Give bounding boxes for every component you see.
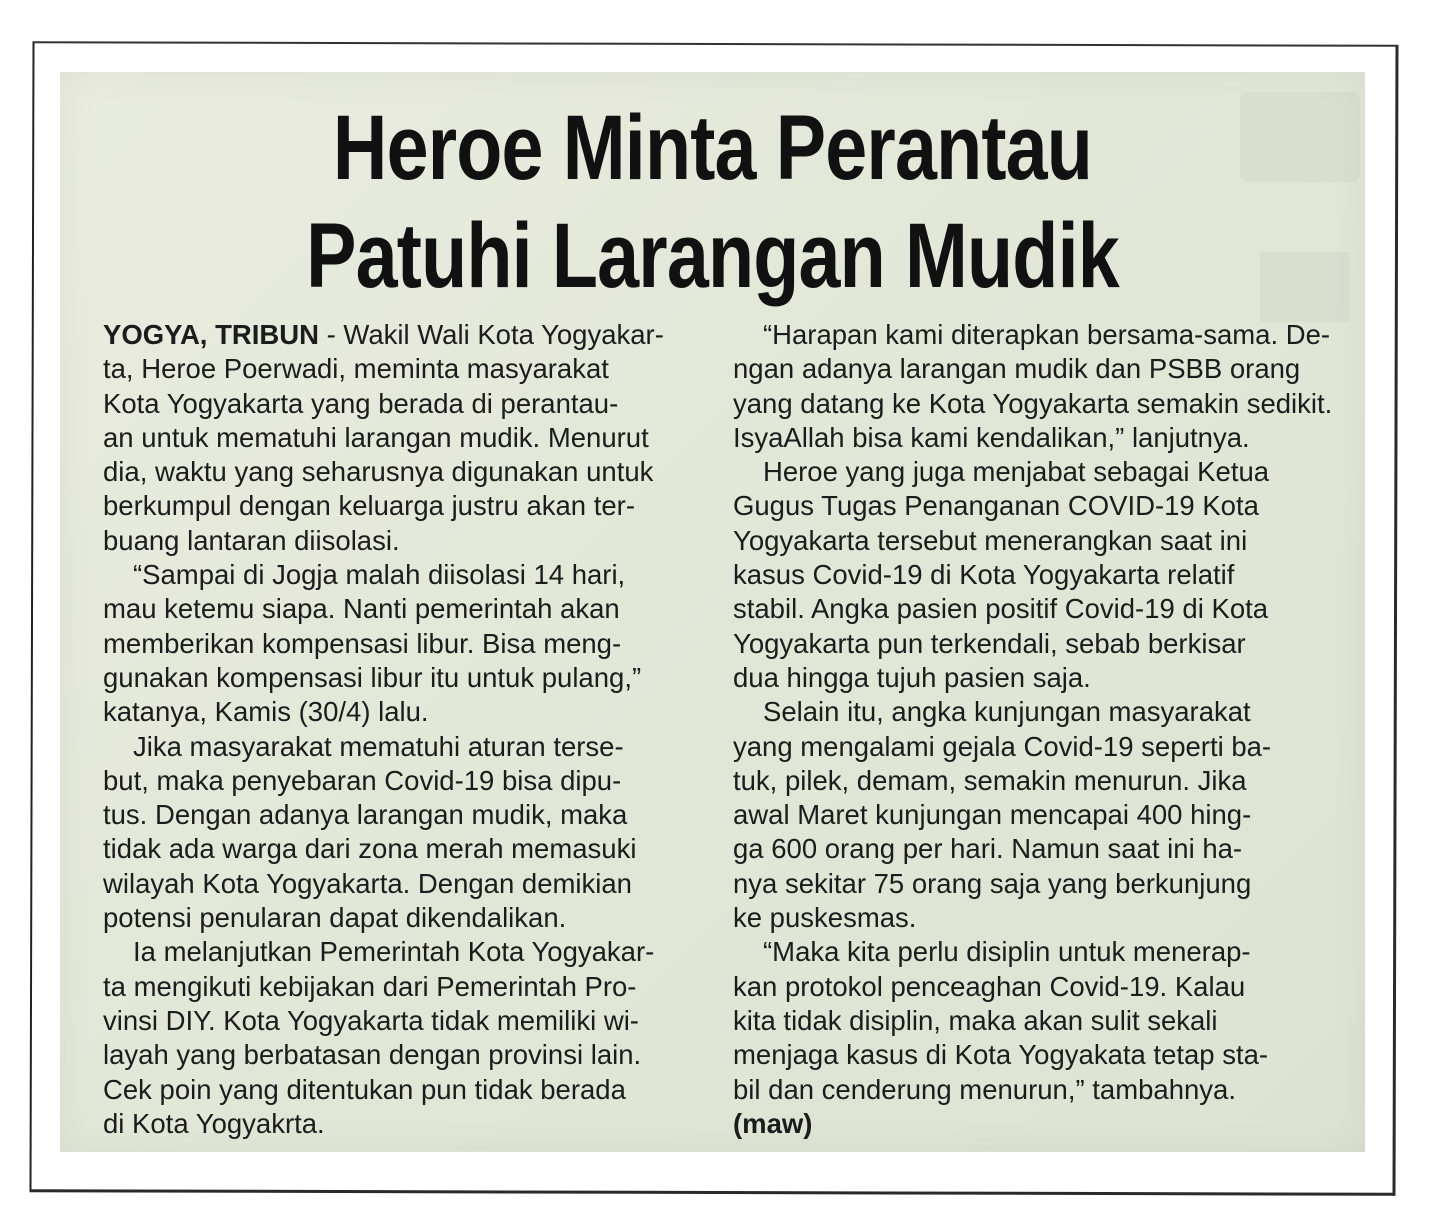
body-line: tus. Dengan adanya larangan mudik, maka <box>103 799 628 831</box>
body-line: Yogyakarta tersebut menerangkan saat ini <box>733 524 1248 556</box>
body-line: stabil. Angka pasien positif Covid-19 di Kota <box>733 593 1269 625</box>
body-line: bil dan cenderung menurun,” tambahnya. <box>733 1073 1236 1105</box>
body-line: Gugus Tugas Penanganan COVID-19 Kota <box>733 490 1259 522</box>
headline-line-2: Patuhi Larangan Mudik <box>306 205 1119 307</box>
body-line: layah yang berbatasan dengan provinsi lain. <box>103 1039 642 1071</box>
body-line: ngan adanya larangan mudik dan PSBB orang <box>733 353 1301 385</box>
body-line: buang lantaran diisolasi. <box>103 524 400 556</box>
body-line: ga 600 orang per hari. Namun saat ini ha- <box>733 833 1243 865</box>
body-line: “Sampai di Jogja malah diisolasi 14 hari, <box>133 559 626 591</box>
body-line: Jika masyarakat mematuhi aturan terse- <box>133 730 624 762</box>
body-line: but, maka penyebaran Covid-19 bisa dipu- <box>103 764 622 796</box>
body-line: memberikan kompensasi libur. Bisa meng- <box>103 627 622 659</box>
body-line: vinsi DIY. Kota Yogyakarta tidak memiliki wi- <box>103 1004 639 1036</box>
body-line: awal Maret kunjungan mencapai 400 hing- <box>733 799 1252 831</box>
body-line: yang mengalami gejala Covid-19 seperti ba- <box>733 730 1272 762</box>
body-line: ta, Heroe Poerwadi, meminta masyarakat <box>103 353 609 385</box>
body-line: mau ketemu siapa. Nanti pemerintah akan <box>103 593 620 625</box>
body-line: tidak ada warga dari zona merah memasuki <box>103 833 637 865</box>
body-line: “Harapan kami diterapkan bersama-sama. De- <box>763 319 1331 350</box>
dateline: YOGYA, TRIBUN <box>103 319 319 350</box>
body-line: tuk, pilek, demam, semakin menurun. Jika <box>733 764 1247 796</box>
headline-line-1: Heroe Minta Perantau <box>332 97 1093 199</box>
article-headline <box>60 94 1365 310</box>
body-line: dua hingga tujuh pasien saja. <box>733 661 1091 693</box>
body-line: berkumpul dengan keluarga justru akan ter- <box>103 490 635 522</box>
body-line: Selain itu, angka kunjungan masyarakat <box>763 696 1251 728</box>
author-credit: (maw) <box>733 1107 813 1139</box>
body-line: katanya, Kamis (30/4) lalu. <box>103 696 429 728</box>
body-line: ta mengikuti kebijakan dari Pemerintah Pro- <box>103 970 637 1002</box>
body-line: kasus Covid-19 di Kota Yogyakarta relatif <box>733 559 1235 591</box>
article-column-left <box>103 318 693 1141</box>
body-line: kan protokol penceaghan Covid-19. Kalau <box>733 970 1246 1002</box>
body-line: kita tidak disiplin, maka akan sulit sekali <box>733 1004 1218 1036</box>
body-line: di Kota Yogyakrta. <box>103 1107 325 1139</box>
body-line: an untuk mematuhi larangan mudik. Menurut <box>103 421 649 453</box>
body-line: YOGYA, TRIBUN - Wakil Wali Kota Yogyakar- <box>103 319 664 350</box>
body-line: IsyaAllah bisa kami kendalikan,” lanjutnya. <box>733 421 1250 453</box>
body-line: dia, waktu yang seharusnya digunakan untuk <box>103 456 654 488</box>
body-line: Ia melanjutkan Pemerintah Kota Yogyakar- <box>133 936 655 968</box>
body-line: Yogyakarta pun terkendali, sebab berkisar <box>733 627 1246 659</box>
body-line: ke puskesmas. <box>733 902 917 934</box>
body-line: gunakan kompensasi libur itu untuk pulang,” <box>103 661 642 693</box>
body-line: yang datang ke Kota Yogyakarta semakin sedikit. <box>733 387 1333 419</box>
body-line: menjaga kasus di Kota Yogyakata tetap sta- <box>733 1039 1269 1071</box>
body-line: Kota Yogyakarta yang berada di perantau- <box>103 387 619 419</box>
body-line: nya sekitar 75 orang saja yang berkunjung <box>733 867 1252 899</box>
body-line: “Maka kita perlu disiplin untuk menerap- <box>763 936 1251 968</box>
body-line: Heroe yang juga menjabat sebagai Ketua <box>763 456 1270 488</box>
article-column-right <box>733 318 1333 1141</box>
body-line: potensi penularan dapat dikendalikan. <box>103 902 567 934</box>
body-line: Cek poin yang ditentukan pun tidak berada <box>103 1073 626 1105</box>
body-line: wilayah Kota Yogyakarta. Dengan demikian <box>103 867 632 899</box>
